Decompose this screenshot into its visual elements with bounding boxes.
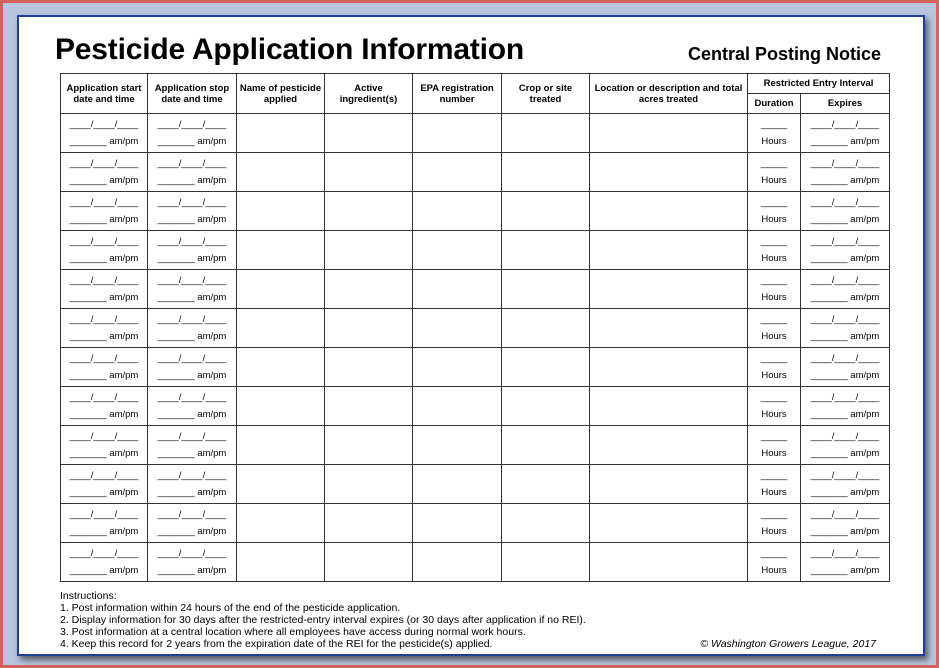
active-ingredient-cell[interactable] [325,231,413,270]
time-blank: _______ am/pm [69,292,139,303]
start-datetime-cell[interactable] [61,387,148,426]
instructions-heading: Instructions: [60,590,117,602]
duration-blank: _____ [760,119,788,130]
epa-number-cell[interactable] [413,114,502,153]
start-datetime-cell[interactable] [61,153,148,192]
time-blank: _______ am/pm [157,526,227,537]
page-title: Pesticide Application Information [55,33,525,66]
duration-cell[interactable] [748,465,801,504]
epa-number-cell[interactable] [413,543,502,582]
date-blank: ____/____/____ [810,548,880,559]
duration-cell[interactable] [748,348,801,387]
duration-cell[interactable] [748,270,801,309]
epa-number-cell[interactable] [413,465,502,504]
crop-cell[interactable] [502,153,590,192]
location-cell[interactable] [590,465,748,504]
stop-datetime-cell[interactable] [148,504,237,543]
pesticide-name-cell[interactable] [237,153,325,192]
epa-number-cell[interactable] [413,426,502,465]
hours-label: Hours [761,448,787,459]
date-blank: ____/____/____ [810,275,880,286]
time-blank: _______ am/pm [157,214,227,225]
start-datetime-cell[interactable] [61,543,148,582]
expires-cell[interactable] [801,543,890,582]
application-log-table [60,73,890,582]
stop-datetime-cell[interactable] [148,348,237,387]
location-cell[interactable] [590,270,748,309]
duration-blank: _____ [760,314,788,325]
table-row [61,270,890,309]
crop-cell[interactable] [502,543,590,582]
time-blank: _______ am/pm [157,409,227,420]
date-blank: ____/____/____ [157,314,227,325]
time-blank: _______ am/pm [69,526,139,537]
location-cell[interactable] [590,153,748,192]
date-blank: ____/____/____ [810,197,880,208]
crop-cell[interactable] [502,270,590,309]
hours-label: Hours [761,487,787,498]
active-ingredient-cell[interactable] [325,465,413,504]
duration-cell[interactable] [748,309,801,348]
instruction-item: 4. Keep this record for 2 years from the expiration date of the REI for the pesticide(s) applied. [60,638,493,650]
time-blank: _______ am/pm [69,253,139,264]
time-blank: _______ am/pm [810,448,880,459]
pesticide-name-cell[interactable] [237,504,325,543]
time-blank: _______ am/pm [157,448,227,459]
epa-number-cell[interactable] [413,309,502,348]
crop-cell[interactable] [502,309,590,348]
start-datetime-cell[interactable] [61,426,148,465]
duration-cell[interactable] [748,387,801,426]
start-datetime-cell[interactable] [61,309,148,348]
time-blank: _______ am/pm [69,214,139,225]
time-blank: _______ am/pm [157,292,227,303]
copyright: © Washington Growers League, 2017 [700,638,876,650]
col-header-expires: Expires [801,94,890,114]
start-datetime-cell[interactable] [61,465,148,504]
time-blank: _______ am/pm [810,292,880,303]
date-blank: ____/____/____ [157,158,227,169]
hours-label: Hours [761,214,787,225]
date-blank: ____/____/____ [157,392,227,403]
crop-cell[interactable] [502,114,590,153]
duration-blank: _____ [760,353,788,364]
epa-number-cell[interactable] [413,192,502,231]
time-blank: _______ am/pm [810,214,880,225]
duration-blank: _____ [760,470,788,481]
date-blank: ____/____/____ [69,275,139,286]
instruction-item: 3. Post information at a central location where all employees have access during normal work hours. [60,626,526,638]
crop-cell[interactable] [502,348,590,387]
epa-number-cell[interactable] [413,231,502,270]
duration-cell[interactable] [748,231,801,270]
active-ingredient-cell[interactable] [325,309,413,348]
duration-cell[interactable] [748,192,801,231]
active-ingredient-cell[interactable] [325,153,413,192]
expires-cell[interactable] [801,309,890,348]
expires-cell[interactable] [801,348,890,387]
col-header-duration: Duration [748,94,801,114]
pesticide-name-cell[interactable] [237,231,325,270]
active-ingredient-cell[interactable] [325,192,413,231]
date-blank: ____/____/____ [157,431,227,442]
date-blank: ____/____/____ [157,119,227,130]
time-blank: _______ am/pm [157,565,227,576]
date-blank: ____/____/____ [810,314,880,325]
time-blank: _______ am/pm [810,526,880,537]
duration-blank: _____ [760,236,788,247]
epa-number-cell[interactable] [413,504,502,543]
duration-blank: _____ [760,275,788,286]
location-cell[interactable] [590,192,748,231]
hours-label: Hours [761,565,787,576]
date-blank: ____/____/____ [69,392,139,403]
page-subtitle: Central Posting Notice [687,44,881,64]
stop-datetime-cell[interactable] [148,153,237,192]
table-row [61,153,890,192]
pesticide-name-cell[interactable] [237,426,325,465]
time-blank: _______ am/pm [810,136,880,147]
col-header-crop: Crop or site treated [502,74,590,114]
date-blank: ____/____/____ [69,431,139,442]
table-body [61,114,890,582]
duration-blank: _____ [760,197,788,208]
epa-number-cell[interactable] [413,348,502,387]
active-ingredient-cell[interactable] [325,543,413,582]
active-ingredient-cell[interactable] [325,270,413,309]
date-blank: ____/____/____ [69,119,139,130]
stop-datetime-cell[interactable] [148,231,237,270]
date-blank: ____/____/____ [810,353,880,364]
time-blank: _______ am/pm [69,565,139,576]
duration-blank: _____ [760,158,788,169]
date-blank: ____/____/____ [157,509,227,520]
date-blank: ____/____/____ [69,158,139,169]
hours-label: Hours [761,370,787,381]
location-cell[interactable] [590,426,748,465]
date-blank: ____/____/____ [810,392,880,403]
stop-datetime-cell[interactable] [148,426,237,465]
col-header-rei: Restricted Entry Interval [748,74,890,94]
expires-cell[interactable] [801,270,890,309]
pesticide-name-cell[interactable] [237,192,325,231]
time-blank: _______ am/pm [810,331,880,342]
duration-blank: _____ [760,392,788,403]
table-row [61,192,890,231]
active-ingredient-cell[interactable] [325,426,413,465]
time-blank: _______ am/pm [69,331,139,342]
active-ingredient-cell[interactable] [325,504,413,543]
stop-datetime-cell[interactable] [148,387,237,426]
time-blank: _______ am/pm [810,253,880,264]
table-row [61,465,890,504]
duration-cell[interactable] [748,114,801,153]
date-blank: ____/____/____ [157,470,227,481]
location-cell[interactable] [590,543,748,582]
stop-datetime-cell[interactable] [148,543,237,582]
time-blank: _______ am/pm [69,175,139,186]
location-cell[interactable] [590,387,748,426]
pesticide-name-cell[interactable] [237,387,325,426]
expires-cell[interactable] [801,387,890,426]
hours-label: Hours [761,331,787,342]
time-blank: _______ am/pm [69,409,139,420]
table-row [61,504,890,543]
location-cell[interactable] [590,504,748,543]
start-datetime-cell[interactable] [61,231,148,270]
instructions [60,590,586,650]
duration-cell[interactable] [748,504,801,543]
location-cell[interactable] [590,114,748,153]
pesticide-name-cell[interactable] [237,465,325,504]
table-row [61,348,890,387]
time-blank: _______ am/pm [157,253,227,264]
time-blank: _______ am/pm [157,175,227,186]
stop-datetime-cell[interactable] [148,114,237,153]
duration-cell[interactable] [748,543,801,582]
instruction-item: 1. Post information within 24 hours of the end of the pesticide application. [60,602,401,614]
date-blank: ____/____/____ [69,470,139,481]
date-blank: ____/____/____ [157,236,227,247]
stop-datetime-cell[interactable] [148,192,237,231]
col-header-name: Name of pesticide applied [237,74,325,114]
hours-label: Hours [761,175,787,186]
start-datetime-cell[interactable] [61,270,148,309]
stop-datetime-cell[interactable] [148,465,237,504]
pesticide-name-cell[interactable] [237,270,325,309]
active-ingredient-cell[interactable] [325,348,413,387]
time-blank: _______ am/pm [810,175,880,186]
epa-number-cell[interactable] [413,387,502,426]
hours-label: Hours [761,526,787,537]
epa-number-cell[interactable] [413,270,502,309]
time-blank: _______ am/pm [810,409,880,420]
time-blank: _______ am/pm [810,487,880,498]
location-cell[interactable] [590,348,748,387]
date-blank: ____/____/____ [157,353,227,364]
table-row [61,387,890,426]
start-datetime-cell[interactable] [61,192,148,231]
duration-blank: _____ [760,431,788,442]
date-blank: ____/____/____ [157,275,227,286]
time-blank: _______ am/pm [69,448,139,459]
crop-cell[interactable] [502,504,590,543]
expires-cell[interactable] [801,114,890,153]
col-header-location: Location or description and total acres treated [590,74,748,114]
col-header-start: Application start date and time [61,74,148,114]
expires-cell[interactable] [801,504,890,543]
hours-label: Hours [761,409,787,420]
date-blank: ____/____/____ [69,353,139,364]
crop-cell[interactable] [502,465,590,504]
col-header-stop: Application stop date and time [148,74,237,114]
active-ingredient-cell[interactable] [325,387,413,426]
stop-datetime-cell[interactable] [148,270,237,309]
pesticide-name-cell[interactable] [237,348,325,387]
crop-cell[interactable] [502,426,590,465]
date-blank: ____/____/____ [69,509,139,520]
table-row [61,114,890,153]
date-blank: ____/____/____ [157,197,227,208]
start-datetime-cell[interactable] [61,504,148,543]
table-row [61,543,890,582]
time-blank: _______ am/pm [157,136,227,147]
pesticide-name-cell[interactable] [237,114,325,153]
epa-number-cell[interactable] [413,153,502,192]
duration-blank: _____ [760,548,788,559]
time-blank: _______ am/pm [810,565,880,576]
expires-cell[interactable] [801,426,890,465]
duration-cell[interactable] [748,426,801,465]
expires-cell[interactable] [801,192,890,231]
expires-cell[interactable] [801,153,890,192]
instruction-item: 2. Display information for 30 days after the restricted-entry interval expires (or 30 days after application if no REI). [60,614,586,626]
form-sheet [17,15,925,656]
date-blank: ____/____/____ [810,431,880,442]
time-blank: _______ am/pm [69,136,139,147]
time-blank: _______ am/pm [157,331,227,342]
date-blank: ____/____/____ [69,197,139,208]
duration-cell[interactable] [748,153,801,192]
date-blank: ____/____/____ [69,236,139,247]
crop-cell[interactable] [502,387,590,426]
active-ingredient-cell[interactable] [325,114,413,153]
hours-label: Hours [761,292,787,303]
stop-datetime-cell[interactable] [148,309,237,348]
expires-cell[interactable] [801,465,890,504]
time-blank: _______ am/pm [157,370,227,381]
start-datetime-cell[interactable] [61,114,148,153]
date-blank: ____/____/____ [810,119,880,130]
time-blank: _______ am/pm [69,487,139,498]
expires-cell[interactable] [801,231,890,270]
date-blank: ____/____/____ [157,548,227,559]
date-blank: ____/____/____ [69,548,139,559]
start-datetime-cell[interactable] [61,348,148,387]
time-blank: _______ am/pm [157,487,227,498]
date-blank: ____/____/____ [810,470,880,481]
table-row [61,426,890,465]
crop-cell[interactable] [502,231,590,270]
date-blank: ____/____/____ [810,509,880,520]
date-blank: ____/____/____ [69,314,139,325]
table-row [61,231,890,270]
table-row [61,309,890,348]
hours-label: Hours [761,136,787,147]
hours-label: Hours [761,253,787,264]
crop-cell[interactable] [502,192,590,231]
pesticide-name-cell[interactable] [237,543,325,582]
date-blank: ____/____/____ [810,236,880,247]
location-cell[interactable] [590,231,748,270]
location-cell[interactable] [590,309,748,348]
pesticide-name-cell[interactable] [237,309,325,348]
time-blank: _______ am/pm [810,370,880,381]
date-blank: ____/____/____ [810,158,880,169]
time-blank: _______ am/pm [69,370,139,381]
col-header-active: Active ingredient(s) [325,74,413,114]
duration-blank: _____ [760,509,788,520]
col-header-epa: EPA registration number [413,74,502,114]
